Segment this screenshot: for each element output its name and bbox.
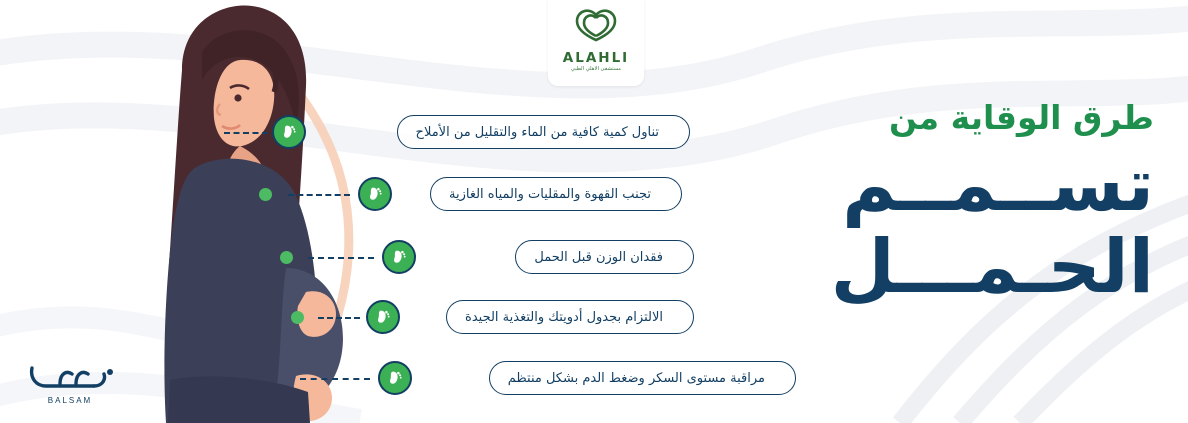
tip-badge-1 (272, 115, 306, 149)
tip-connector-5 (300, 378, 370, 380)
tip-label-4: الالتزام بجدول أدويتك والتغذية الجيدة (465, 309, 663, 325)
tip-badge-5 (378, 361, 412, 395)
baby-foot-icon (280, 123, 298, 141)
headline-block (734, 96, 1154, 308)
tip-item-1 (397, 115, 690, 149)
tip-dot-3 (280, 251, 293, 264)
tip-badge-4 (366, 300, 400, 334)
baby-foot-icon (374, 308, 392, 326)
logo-wordmark: ALAHLI (562, 50, 630, 66)
baby-foot-icon (386, 369, 404, 387)
tip-label-3: فقدان الوزن قبل الحمل (534, 249, 663, 265)
balsam-subtitle: BALSAM (47, 396, 93, 405)
pregnant-woman-illustration (70, 0, 370, 423)
tip-connector-4 (318, 317, 360, 319)
clover-leaf-icon (569, 6, 623, 46)
tip-item-3 (515, 240, 694, 274)
logo-subtitle: مستشفى الاهلي الطبي (570, 66, 622, 72)
tip-label-1: تناول كمية كافية من الماء والتقليل من الأملاح (415, 124, 659, 140)
baby-foot-icon (366, 185, 384, 203)
tip-connector-1 (224, 132, 268, 134)
tip-pill-3 (515, 240, 694, 274)
tip-pill-5 (489, 361, 796, 395)
tip-connector-2 (288, 194, 350, 196)
tip-connector-3 (308, 257, 374, 259)
headline-line-3: الحـمـــل (830, 224, 1154, 310)
balsam-arabic-mark (20, 362, 120, 392)
tip-dot-4 (291, 311, 304, 324)
tip-pill-4 (446, 300, 694, 334)
tip-item-5 (489, 361, 796, 395)
tip-badge-2 (358, 177, 392, 211)
tip-dot-2 (259, 188, 272, 201)
tip-pill-1 (397, 115, 690, 149)
balsam-logo (16, 362, 124, 405)
tip-item-4 (446, 300, 694, 334)
baby-foot-icon (390, 248, 408, 266)
headline-line-2: تســمــم (842, 142, 1154, 228)
tip-pill-2 (430, 177, 682, 211)
tip-label-5: مراقبة مستوى السكر وضغط الدم بشكل منتظم (507, 370, 765, 386)
tip-badge-3 (382, 240, 416, 274)
tip-label-2: تجنب القهوة والمقليات والمياه الغازية (449, 186, 651, 202)
tip-item-2 (430, 177, 682, 211)
headline-line-1: طرق الوقاية من (888, 98, 1154, 137)
alahli-logo (548, 0, 644, 86)
